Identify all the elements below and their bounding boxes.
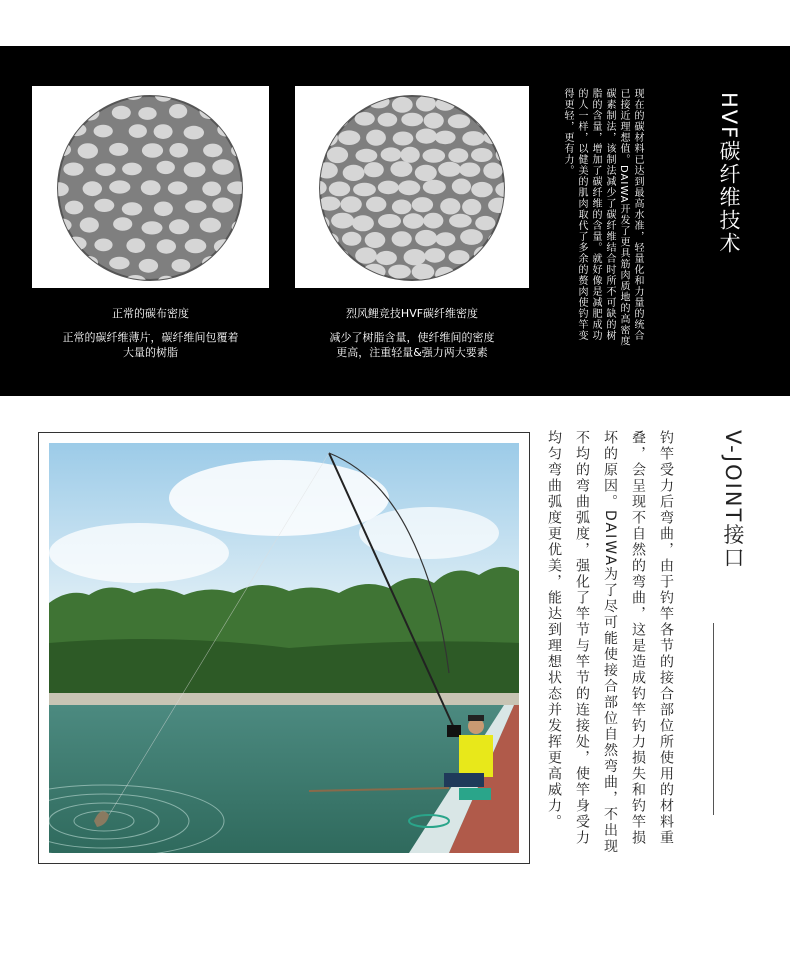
carbon-fiber-dot: [94, 199, 114, 212]
carbon-fiber-dot: [489, 96, 509, 110]
carbon-fiber-dot: [449, 250, 470, 264]
carbon-fiber-dot: [495, 182, 518, 197]
normal-density-title: 正常的碳布密度: [112, 307, 189, 320]
far-shore: [49, 693, 519, 705]
carbon-fiber-dot: [32, 123, 52, 138]
carbon-fiber-dot: [303, 86, 325, 94]
carbon-fiber-dot: [355, 112, 375, 126]
normal-density-circle-graphic: [32, 86, 269, 288]
carbon-fiber-dot: [343, 165, 365, 181]
hvf-density-desc-line2: 更高，注重轻量&强力两大要素: [336, 346, 488, 359]
carbon-fiber-dot: [355, 247, 377, 263]
carbon-fiber-dot: [78, 143, 98, 158]
carbon-fiber-dot: [295, 266, 316, 282]
carbon-fiber-dot: [63, 163, 83, 176]
carbon-fiber-dot: [295, 180, 303, 194]
carbon-fiber-dot: [245, 275, 265, 288]
carbon-fiber-dot: [94, 125, 113, 138]
carbon-fiber-dot: [295, 199, 314, 213]
carbon-fiber-dot: [356, 149, 378, 163]
carbon-fiber-dot: [215, 88, 235, 102]
carbon-fiber-dot: [374, 86, 397, 93]
carbon-fiber-dot: [463, 95, 482, 110]
carbon-fiber-dot: [295, 231, 314, 247]
carbon-fiber-dot: [307, 180, 326, 195]
carbon-fiber-dot: [35, 161, 55, 174]
carbon-fiber-dot: [122, 163, 142, 176]
carbon-fiber-dot: [297, 164, 317, 180]
carbon-fiber-dot: [169, 219, 189, 234]
carbon-fiber-dot: [295, 111, 302, 126]
carbon-fiber-dot: [365, 232, 386, 248]
carbon-fiber-dot: [475, 216, 495, 230]
carbon-fiber-dot: [65, 201, 83, 215]
carbon-fiber-dot: [33, 201, 53, 215]
carbon-fiber-dot: [329, 182, 350, 197]
carbon-fiber-dot: [462, 199, 481, 215]
carbon-fiber-dot: [97, 276, 118, 288]
hvf-section-body: 现在的碳材料已达到最高水准，轻量化和力量的统合已接近理想值。DAIWA开发了更具筋肉质地的高密度碳素制法，该制法减少了碳纤维结合时所不可缺的树脂的含量，增加了碳纤维的含量。就好像是减肥成功的人一样，以健美的肌肉取代了多余的赘肉使钓竿变得更轻，更有力。: [562, 88, 643, 347]
hvf-density-title: 烈风鲤竞技HVF碳纤维密度: [345, 307, 479, 320]
carbon-fiber-dot: [200, 218, 221, 233]
carbon-fiber-dot: [398, 180, 420, 195]
carbon-fiber-dot: [471, 182, 493, 197]
carbon-fiber-dot: [423, 180, 446, 194]
carbon-fiber-dot: [260, 105, 269, 120]
carbon-fiber-dot: [342, 96, 362, 112]
carbon-fiber-dot: [366, 197, 386, 212]
carbon-fiber-dot: [247, 162, 267, 177]
carbon-fiber-dot: [157, 161, 175, 174]
carbon-fiber-dot: [483, 163, 502, 179]
vjoint-section-heading: V-JOINT接口: [721, 430, 745, 570]
carbon-fiber-dot: [435, 131, 456, 145]
carbon-fiber-dot: [83, 181, 102, 196]
vjoint-divider: [713, 623, 714, 815]
carbon-fiber-dot: [37, 240, 57, 254]
carbon-fiber-dot: [355, 282, 376, 288]
carbon-fiber-dot: [381, 147, 402, 161]
carbon-fiber-dot: [309, 284, 329, 288]
carbon-fiber-dot: [262, 144, 269, 158]
normal-density-description: [32, 330, 269, 360]
carbon-fiber-dot: [32, 221, 42, 234]
carbon-fiber-dot: [390, 161, 412, 177]
carbon-fiber-dot: [185, 239, 207, 254]
carbon-fiber-dot: [295, 86, 303, 93]
carbon-fiber-dot: [459, 163, 480, 177]
carbon-fiber-dot: [227, 181, 248, 194]
carbon-fiber-dot: [400, 86, 423, 95]
vjoint-section-body: 钓竿受力后弯曲，由于钓竿各节的接合部位所使用的材料重叠，会呈现不自然的弯曲，这是造成钓竿钓力损失和钓竿损坏的原因。DAIWA为了尽可能使接合部位自然弯曲，不出现不均的弯曲弧度，强化了竿节与竿节的连接处，使竿身受力均匀弯曲弧度更优美，能达到理想状态并发挥更高威力。: [546, 430, 674, 855]
carbon-fiber-dot: [519, 214, 529, 229]
carbon-fiber-dot: [109, 143, 128, 156]
carbon-fiber-dot: [471, 148, 493, 162]
carbon-fiber-dot: [524, 181, 529, 195]
carbon-fiber-dot: [401, 284, 422, 288]
carbon-fiber-dot: [512, 199, 529, 214]
carbon-fiber-dot: [500, 214, 520, 229]
carbon-fiber-dot: [260, 259, 269, 272]
carbon-fiber-dot: [49, 182, 69, 196]
carbon-fiber-dot: [172, 259, 191, 272]
hvf-density-circle-graphic: [295, 86, 529, 288]
hvf-section-band: [0, 46, 790, 396]
carbon-fiber-dot: [33, 86, 54, 101]
carbon-fiber-dot: [378, 113, 398, 127]
carbon-fiber-dot: [512, 131, 529, 145]
carbon-fiber-dot: [169, 143, 188, 158]
carbon-fiber-dot: [157, 239, 176, 253]
carbon-fiber-dot: [229, 255, 249, 269]
carbon-fiber-dot: [249, 236, 267, 250]
carbon-fiber-dot: [423, 213, 443, 229]
carbon-fiber-dot: [340, 196, 361, 212]
carbon-fiber-dot: [295, 215, 299, 231]
carbon-fiber-dot: [352, 86, 371, 92]
carbon-fiber-dot: [438, 162, 461, 177]
carbon-fiber-dot: [450, 86, 470, 93]
carbon-fiber-dot: [296, 130, 315, 144]
carbon-fiber-dot: [510, 166, 529, 180]
carbon-fiber-dot: [392, 231, 412, 246]
carbon-fiber-dot: [364, 162, 384, 177]
carbon-fiber-dot: [460, 229, 483, 245]
carbon-fiber-dot: [306, 113, 326, 128]
carbon-fiber-dot: [33, 275, 54, 288]
carbon-fiber-dot: [216, 276, 236, 289]
carbon-fiber-dot: [319, 130, 338, 146]
carbon-fiber-dot: [416, 129, 437, 144]
carbon-fiber-dot: [96, 86, 115, 98]
carbon-fiber-dot: [112, 106, 131, 120]
carbon-fiber-dot: [415, 230, 437, 246]
carbon-fiber-dot: [138, 107, 156, 120]
carbon-fiber-dot: [500, 281, 521, 288]
carbon-fiber-dot: [212, 198, 233, 213]
carbon-fiber-dot: [231, 104, 249, 119]
carbon-fiber-dot: [155, 88, 173, 102]
carbon-fiber-dot: [32, 104, 41, 117]
carbon-fiber-dot: [488, 198, 509, 213]
tackle-box: [459, 788, 491, 800]
carbon-fiber-dot: [415, 165, 437, 181]
carbon-fiber-dot: [328, 284, 348, 288]
carbon-fiber-dot: [169, 104, 187, 118]
carbon-fiber-dot: [126, 238, 145, 253]
cloud: [49, 523, 229, 583]
carbon-fiber-dot: [51, 104, 69, 119]
carbon-fiber-dot: [476, 86, 498, 91]
carbon-fiber-dot: [338, 130, 360, 145]
carbon-fiber-dot: [425, 86, 446, 94]
carbon-fiber-dot: [462, 267, 485, 282]
carbon-fiber-dot: [32, 144, 42, 159]
carbon-fiber-dot: [154, 124, 173, 139]
carbon-fiber-dot: [427, 282, 446, 288]
carbon-fiber-dot: [451, 283, 472, 288]
carbon-fiber-dot: [67, 87, 88, 101]
carbon-fiber-dot: [342, 232, 361, 246]
carbon-fiber-dot: [122, 202, 142, 215]
carbon-fiber-dot: [154, 202, 173, 217]
carbon-fiber-dot: [507, 232, 529, 247]
normal-density-desc-line1: 正常的碳纤维薄片，碳纤维间包覆着: [62, 331, 239, 344]
carbon-fiber-dot: [448, 114, 470, 128]
carbon-fiber-dot: [513, 266, 529, 281]
carbon-fiber-dot: [424, 113, 444, 129]
carbon-fiber-dot: [80, 217, 99, 232]
carbon-fiber-dot: [295, 148, 303, 163]
carbon-fiber-dot: [217, 123, 236, 137]
carbon-fiber-dot: [484, 267, 504, 282]
angler-fishing-photo: [49, 443, 519, 853]
carbon-fiber-dot: [242, 88, 264, 101]
carbon-fiber-dot: [256, 221, 269, 234]
carbon-fiber-dot: [378, 181, 399, 195]
carbon-fiber-dot: [353, 183, 376, 197]
carbon-fiber-dot: [142, 143, 163, 158]
carbon-fiber-dot: [184, 162, 206, 177]
carbon-fiber-dot: [488, 232, 507, 248]
carbon-fiber-dot: [295, 95, 317, 111]
carbon-fiber-dot: [440, 198, 460, 214]
carbon-fiber-dot: [393, 132, 414, 146]
carbon-fiber-dot: [50, 218, 71, 232]
carbon-fiber-dot: [320, 96, 340, 111]
carbon-fiber-dot: [496, 86, 519, 93]
carbon-fiber-dot: [66, 277, 87, 288]
normal-density-desc-line2: 大量的树脂: [123, 346, 178, 359]
carbon-fiber-dot: [523, 112, 529, 127]
carbon-fiber-dot: [187, 276, 208, 288]
carbon-fiber-dot: [316, 162, 338, 178]
carbon-fiber-dot: [125, 275, 146, 288]
carbon-fiber-dot: [363, 264, 386, 280]
carbon-fiber-dot: [462, 131, 484, 146]
carbon-fiber-dot: [392, 200, 412, 215]
carbon-fiber-dot: [66, 123, 87, 136]
hvf-density-description: [295, 330, 529, 360]
carbon-fiber-dot: [295, 248, 302, 263]
carbon-fiber-dot: [329, 112, 348, 128]
carbon-fiber-dot: [352, 215, 374, 231]
carbon-fiber-dot: [472, 282, 491, 288]
carbon-fiber-dot: [168, 181, 188, 194]
carbon-fiber-dot: [306, 147, 325, 162]
carbon-fiber-dot: [498, 251, 518, 265]
carbon-fiber-dot: [403, 213, 424, 228]
carbon-fiber-dot: [498, 111, 520, 125]
carbon-fiber-dot: [141, 180, 161, 195]
carbon-fiber-dot: [522, 282, 529, 288]
carbon-fiber-dot: [203, 144, 222, 158]
carbon-fiber-dot: [329, 249, 349, 264]
carbon-fiber-dot: [212, 159, 233, 174]
carbon-fiber-dot: [328, 86, 349, 93]
carbon-fiber-dot: [260, 180, 269, 194]
carbon-fiber-dot: [388, 265, 411, 279]
carbon-fiber-dot: [378, 214, 401, 228]
carbon-fiber-dot: [295, 284, 302, 288]
normal-carbon-density-diagram: [32, 86, 269, 288]
hvf-carbon-density-diagram: [295, 86, 529, 288]
carbon-fiber-dot: [113, 217, 132, 230]
carbon-fiber-dot: [232, 220, 253, 234]
cloud: [359, 507, 499, 559]
carbon-fiber-dot: [331, 213, 354, 229]
carbon-fiber-dot: [523, 86, 529, 91]
fishing-photo-frame: [38, 432, 530, 864]
carbon-fiber-dot: [186, 86, 204, 101]
carbon-fiber-dot: [404, 249, 426, 265]
carbon-fiber-dot: [448, 148, 468, 162]
carbon-fiber-dot: [412, 264, 435, 280]
carbon-fiber-dot: [184, 126, 204, 140]
carbon-fiber-dot: [392, 97, 413, 113]
hvf-section-heading: HVF碳纤维技术: [717, 92, 741, 256]
carbon-fiber-dot: [129, 124, 147, 138]
carbon-fiber-dot: [32, 256, 38, 271]
carbon-fiber-dot: [32, 180, 37, 194]
carbon-fiber-dot: [109, 180, 130, 193]
carbon-fiber-dot: [342, 268, 365, 282]
carbon-fiber-dot: [524, 149, 529, 163]
carbon-fiber-dot: [96, 163, 116, 176]
cloud: [169, 460, 389, 536]
carbon-fiber-dot: [185, 200, 206, 213]
carbon-fiber-dot: [423, 149, 446, 163]
carbon-fiber-dot: [139, 259, 158, 273]
carbon-fiber-dot: [378, 281, 400, 288]
carbon-fiber-dot: [400, 147, 419, 163]
carbon-fiber-dot: [202, 182, 221, 197]
carbon-fiber-dot: [306, 248, 329, 263]
carbon-fiber-dot: [523, 249, 529, 263]
carbon-fiber-dot: [94, 239, 112, 252]
carbon-fiber-dot: [142, 221, 163, 234]
carbon-fiber-dot: [376, 251, 397, 265]
carbon-fiber-dot: [315, 267, 336, 282]
carbon-fiber-dot: [401, 113, 423, 127]
carbon-fiber-dot: [50, 257, 71, 271]
carbon-fiber-dot: [452, 179, 471, 195]
carbon-fiber-dot: [449, 214, 472, 228]
carbon-fiber-dot: [231, 144, 249, 158]
hvf-density-desc-line1: 减少了树脂含量，使纤维间的密度: [329, 331, 495, 344]
carbon-fiber-dot: [327, 147, 348, 163]
carbon-fiber-dot: [512, 94, 530, 109]
carbon-fiber-dot: [412, 197, 433, 212]
carbon-fiber-dot: [425, 248, 446, 263]
carbon-fiber-dot: [109, 257, 129, 270]
carbon-fiber-dot: [366, 130, 386, 146]
carbon-fiber-dot: [476, 114, 497, 128]
carbon-fiber-dot: [436, 232, 456, 246]
carbon-fiber-dot: [248, 125, 266, 138]
carbon-fiber-dot: [247, 199, 265, 212]
